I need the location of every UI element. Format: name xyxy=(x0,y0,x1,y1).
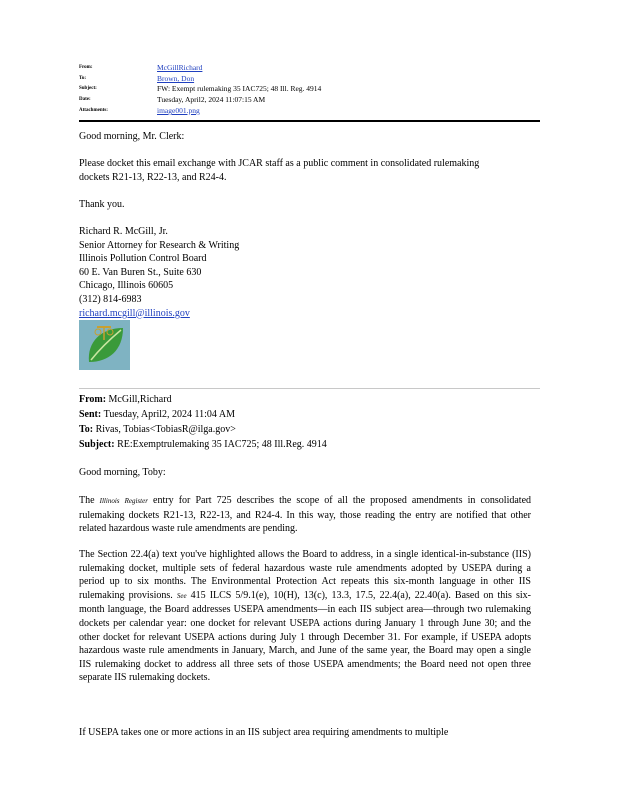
signature-line: Senior Attorney for Research & Writing xyxy=(79,239,240,251)
reply-paragraph-3: If USEPA takes one or more actions in an IIS subject area requiring amendments to multiple xyxy=(79,727,449,738)
header-from-row xyxy=(79,62,539,73)
fwd-subject-value: RE:Exemptrulemaking 35 IAC725; 48 Ill.Reg. 4914 xyxy=(117,439,327,450)
to-label: To: xyxy=(79,75,87,81)
signature-line: Richard R. McGill, Jr. xyxy=(79,226,168,237)
attachments-label: Attachments: xyxy=(79,108,108,114)
p1-italic-register: Register xyxy=(124,497,148,505)
reply-paragraph-2 xyxy=(79,548,531,685)
forwarded-header xyxy=(79,392,327,452)
subject-label: Subject: xyxy=(79,86,97,92)
header-subject-row xyxy=(79,84,539,95)
from-label: From: xyxy=(79,64,93,70)
signature-line: (312) 814-6983 xyxy=(79,293,142,305)
fwd-sent-label: Sent: xyxy=(79,409,102,420)
p1-rest: entry for Part 725 describes the scope of all the proposed amendments in consolidated rulemaking dockets R21-13, R22-13, and R24-4. In this way, those reading the entry are notified that other related hazardous waste rule amendments are pending. xyxy=(79,495,532,535)
p2-see: See xyxy=(176,591,187,600)
from-value-link[interactable]: McGillRichard xyxy=(157,62,203,72)
email-link[interactable]: richard.mcgill@illinois.gov xyxy=(79,307,190,319)
forward-divider xyxy=(79,388,540,389)
p2-rest: 415 ILCS 5/9.1(e), 10(H), 13(c), 13.3, 17.5, 22.4(a), 22.40(a). Based on this six-month language, the Board addresses USEPA amendments—in each IIS subject area—through two rulemaking dockets per calendar year: one docket for relevant USEPA actions during January 1 through June 30; and the other docket for relevant USEPA actions during July 1 through December 31. For example, if USEPA adopts hazardous waste rule amendments in January, March, and June of the same year, the Board may open a single IIS rulemaking docket to address all three sets of those USEPA amendments; the Board need not open three separate IIS rulemaking dockets. xyxy=(79,589,531,684)
signature-line: Illinois Pollution Control Board xyxy=(79,253,207,265)
pcb-leaf-logo-icon xyxy=(79,320,130,370)
fwd-to-value: Rivas, Tobias<TobiasR@ilga.gov> xyxy=(95,424,236,435)
header-to-row xyxy=(79,73,539,84)
fwd-sent-value: Tuesday, April2, 2024 11:04 AM xyxy=(103,409,235,420)
email-header xyxy=(79,62,539,116)
p2-text: The Section 22.4(a) text you've highlighted allows the Board to address, in a single identical-in-substance (IIS) rulemaking docket, multiple sets of federal hazardous waste rule amendments adopted by USEPA during a period up to six months. The Environmental Protection Act repeats this six-month language in other IIS rulemaking provisions. xyxy=(79,549,531,601)
p1-italic-illinois: Illinois xyxy=(99,497,120,505)
reply-greeting: Good morning, Toby: xyxy=(79,467,166,478)
date-value: Tuesday, April2, 2024 11:07:15 AM xyxy=(157,95,266,105)
header-date-row xyxy=(79,94,539,105)
fwd-from-label: From: xyxy=(79,394,107,405)
attachment-link[interactable]: image001.png xyxy=(157,106,200,116)
message-thanks: Thank you. xyxy=(79,199,125,210)
message-paragraph: Please docket this email exchange with JCAR staff as a public comment in consolidated rulemaking dockets R21-13, R22-13, and R24-4. xyxy=(79,158,480,183)
fwd-to-label: To: xyxy=(79,424,94,435)
header-attachments-row xyxy=(79,105,539,116)
reply-paragraph-1 xyxy=(79,494,531,536)
to-value-link[interactable]: Brown, Don xyxy=(157,73,195,83)
message-greeting: Good morning, Mr. Clerk: xyxy=(79,131,185,142)
signature-block xyxy=(79,225,531,320)
header-divider xyxy=(79,120,540,122)
signature-line: 60 E. Van Buren St., Suite 630 xyxy=(79,266,202,278)
signature-line: Chicago, Illinois 60605 xyxy=(79,280,174,292)
subject-value: FW: Exempt rulemaking 35 IAC725; 48 Ill. Reg. 4914 xyxy=(157,84,322,94)
fwd-subject-label: Subject: xyxy=(79,439,115,450)
date-label: Date: xyxy=(79,97,91,103)
fwd-from-value: McGill,Richard xyxy=(108,394,172,405)
p1-start: The xyxy=(79,495,95,506)
